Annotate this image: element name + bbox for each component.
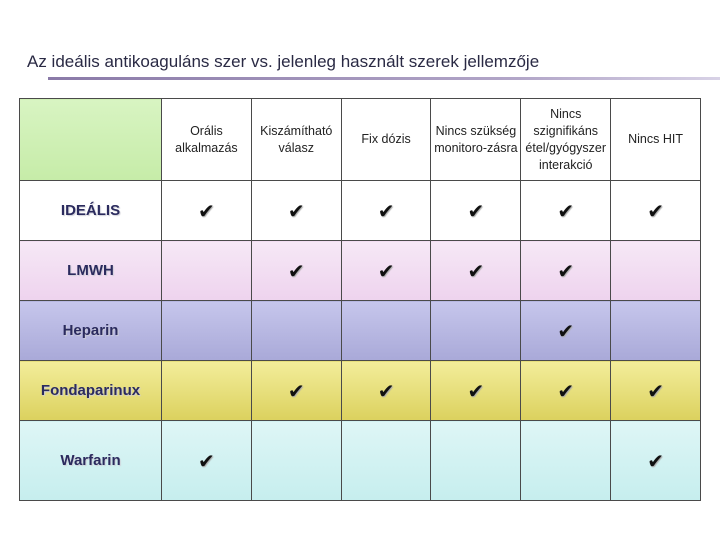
table-row [20, 361, 701, 421]
cell-fixed-dose [341, 421, 431, 501]
cell-fixed-dose [341, 241, 431, 301]
check-mark-icon: ✔ [647, 378, 664, 403]
check-mark-icon: ✔ [287, 258, 305, 283]
cell-oral [162, 361, 252, 421]
header-corner-cell [20, 99, 162, 181]
cell-fixed-dose [341, 181, 431, 241]
cell-no-hit [611, 301, 701, 361]
cell-no-hit [611, 181, 701, 241]
check-mark-icon: ✔ [557, 378, 575, 403]
check-mark-icon: ✔ [377, 198, 395, 223]
cell-oral [162, 421, 252, 501]
header-no-hit: Nincs HIT [611, 99, 701, 181]
check-mark-icon: ✔ [467, 378, 485, 403]
check-mark-icon: ✔ [198, 448, 215, 473]
row-label: IDEÁLIS [20, 181, 162, 241]
row-label: LMWH [20, 241, 162, 301]
cell-no-hit [611, 361, 701, 421]
cell-fixed-dose [341, 361, 431, 421]
cell-oral [162, 301, 252, 361]
cell-predictable-response [251, 361, 341, 421]
check-mark-icon: ✔ [287, 198, 305, 223]
table-row [20, 421, 701, 501]
check-mark-icon: ✔ [557, 318, 575, 343]
table-row [20, 301, 701, 361]
row-label: Fondaparinux [20, 361, 162, 421]
cell-no-hit [611, 241, 701, 301]
cell-no-interaction [521, 301, 611, 361]
check-mark-icon: ✔ [467, 258, 485, 283]
cell-no-interaction [521, 241, 611, 301]
cell-predictable-response [251, 301, 341, 361]
cell-oral [162, 181, 252, 241]
check-mark-icon: ✔ [287, 378, 305, 403]
check-mark-icon: ✔ [557, 258, 575, 283]
cell-no-hit [611, 421, 701, 501]
cell-no-monitoring [431, 421, 521, 501]
cell-predictable-response [251, 241, 341, 301]
check-mark-icon: ✔ [377, 378, 395, 403]
cell-predictable-response [251, 181, 341, 241]
cell-no-monitoring [431, 241, 521, 301]
table-row [20, 181, 701, 241]
row-label: Warfarin [20, 421, 162, 501]
table-row [20, 241, 701, 301]
cell-predictable-response [251, 421, 341, 501]
header-no-interaction: Nincs szignifikáns étel/gyógyszer interakció [521, 99, 611, 181]
cell-no-monitoring [431, 301, 521, 361]
header-fixed-dose: Fix dózis [341, 99, 431, 181]
header-row [20, 99, 701, 181]
cell-fixed-dose [341, 301, 431, 361]
check-mark-icon: ✔ [467, 198, 485, 223]
check-mark-icon: ✔ [377, 258, 395, 283]
title-underline [48, 77, 720, 80]
cell-no-interaction [521, 421, 611, 501]
cell-no-interaction [521, 361, 611, 421]
header-oral: Orális alkalmazás [162, 99, 252, 181]
cell-oral [162, 241, 252, 301]
page-title: Az ideális antikoaguláns szer vs. jelenleg használt szerek jellemzője [27, 52, 540, 71]
row-label: Heparin [20, 301, 162, 361]
header-no-monitoring: Nincs szükség monitoro-zásra [431, 99, 521, 181]
header-predictable-response: Kiszámítható válasz [251, 99, 341, 181]
cell-no-monitoring [431, 181, 521, 241]
check-mark-icon: ✔ [198, 198, 215, 223]
comparison-table [19, 98, 701, 501]
cell-no-interaction [521, 181, 611, 241]
check-mark-icon: ✔ [647, 448, 664, 473]
cell-no-monitoring [431, 361, 521, 421]
check-mark-icon: ✔ [647, 198, 664, 223]
check-mark-icon: ✔ [557, 198, 575, 223]
